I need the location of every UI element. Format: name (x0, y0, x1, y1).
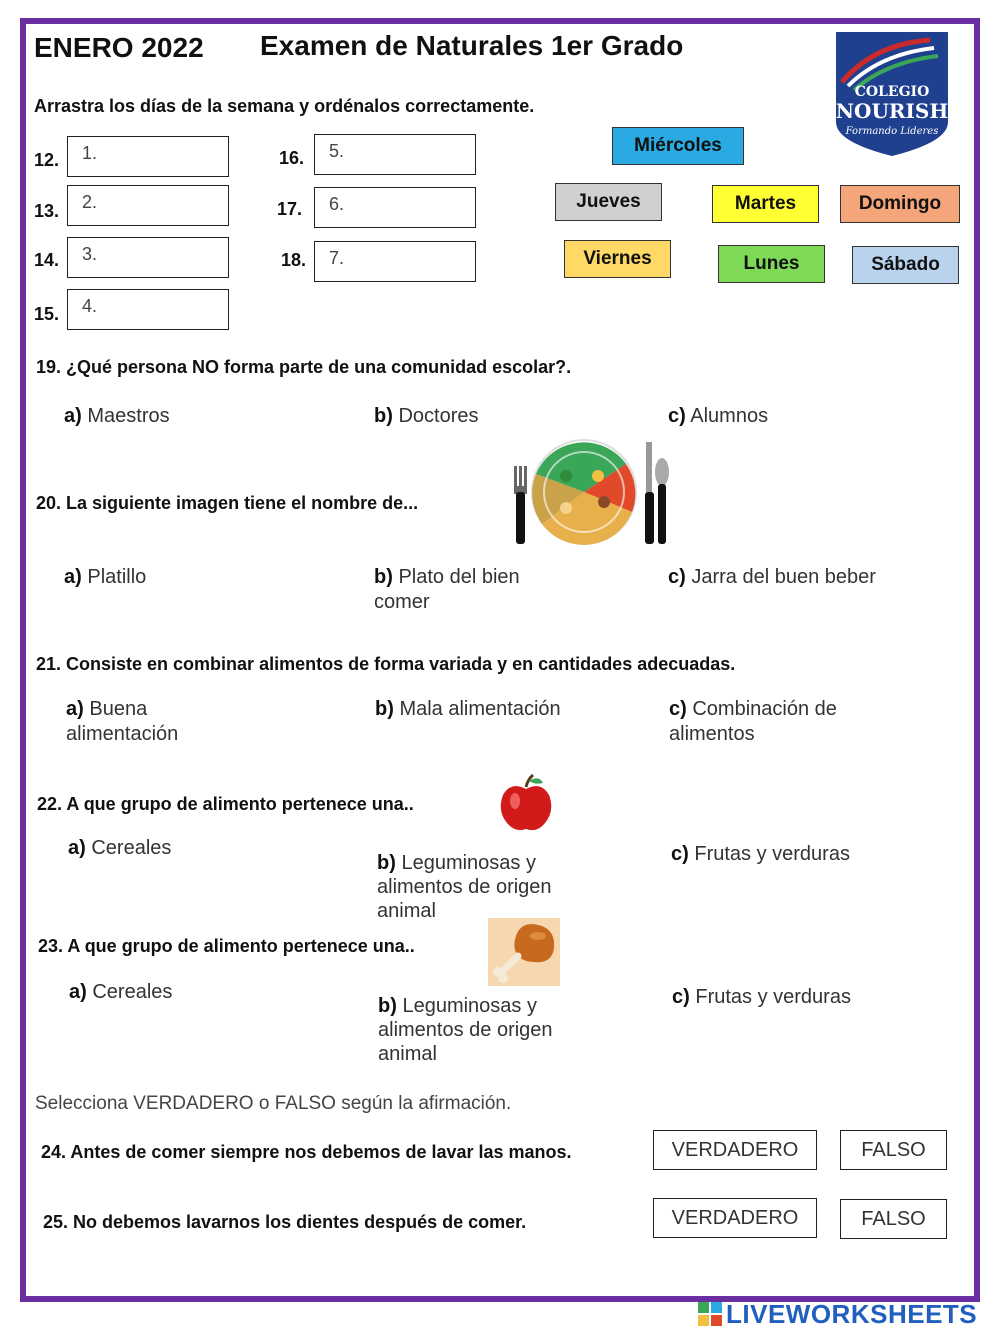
question-23: 23. A que grupo de alimento pertenece una.. (38, 936, 415, 956)
day-tile-viernes[interactable]: Viernes (564, 240, 671, 278)
option-b[interactable]: b) Doctores (374, 405, 479, 427)
liveworksheets-icon (698, 1302, 722, 1326)
false-button[interactable]: FALSO (840, 1130, 947, 1170)
day-drop-slot[interactable]: 6. (314, 187, 476, 228)
plato-bien-comer-image (506, 432, 672, 552)
false-button[interactable]: FALSO (840, 1199, 947, 1239)
day-drop-slot[interactable]: 5. (314, 134, 476, 175)
chicken-leg-image (488, 918, 560, 986)
option-a[interactable]: a) Cereales (69, 981, 173, 1003)
option-b[interactable]: b) Leguminosas y alimentos de origen animal (377, 852, 552, 922)
question-25: 25. No debemos lavarnos los dientes después de comer. (43, 1212, 527, 1232)
option-b[interactable]: b) Plato del bien comer (374, 566, 520, 613)
option-c[interactable]: c) Frutas y verduras (672, 986, 851, 1008)
option-a[interactable]: a) Maestros (64, 405, 170, 427)
logo-line2: NOURISH (835, 99, 949, 123)
logo-line3: Formando Lideres (845, 126, 939, 137)
option-c[interactable]: c) Alumnos (668, 405, 769, 427)
option-c[interactable]: c) Jarra del buen beber (668, 566, 876, 588)
day-tile-lunes[interactable]: Lunes (718, 245, 825, 283)
option-a[interactable]: a) Platillo (64, 566, 147, 588)
question-19: 19. ¿Qué persona NO forma parte de una comunidad escolar?. (36, 357, 572, 377)
day-tile-jueves[interactable]: Jueves (555, 183, 662, 221)
school-logo (834, 30, 950, 158)
day-tile-miercoles[interactable]: Miércoles (612, 127, 744, 165)
slot-number: 18. (281, 250, 307, 270)
day-drop-slot[interactable]: 7. (314, 241, 476, 282)
day-tile-martes[interactable]: Martes (712, 185, 819, 223)
question-21: 21. Consiste en combinar alimentos de forma variada y en cantidades adecuadas. (36, 654, 736, 674)
day-tile-domingo[interactable]: Domingo (840, 185, 960, 223)
slot-number: 15. (34, 304, 60, 324)
slot-number: 14. (34, 250, 60, 270)
option-c[interactable]: c) Combinación de alimentos (669, 698, 837, 745)
day-tile-sabado[interactable]: Sábado (852, 246, 959, 284)
option-a[interactable]: a) Buena alimentación (66, 698, 179, 745)
exam-date: ENERO 2022 (34, 32, 204, 63)
question-20: 20. La siguiente imagen tiene el nombre de... (36, 493, 419, 513)
option-b[interactable]: b) Leguminosas y alimentos de origen animal (378, 995, 553, 1065)
brand-text: LIVEWORKSHEETS (726, 1298, 978, 1329)
true-button[interactable]: VERDADERO (653, 1130, 817, 1170)
option-b[interactable]: b) Mala alimentación (375, 698, 561, 720)
day-drop-slot[interactable]: 1. (67, 136, 229, 177)
apple-image (497, 773, 555, 835)
slot-number: 12. (34, 150, 60, 170)
day-drop-slot[interactable]: 2. (67, 185, 229, 226)
day-drop-slot[interactable]: 3. (67, 237, 229, 278)
instructions-days: Arrastra los días de la semana y ordénalos correctamente. (34, 96, 535, 116)
question-22: 22. A que grupo de alimento pertenece una.. (37, 794, 414, 814)
logo-line1: COLEGIO (854, 84, 930, 100)
option-a[interactable]: a) Cereales (68, 837, 172, 859)
slot-number: 17. (277, 199, 303, 219)
tf-instruction: Selecciona VERDADERO o FALSO según la afirmación. (35, 1093, 512, 1114)
liveworksheets-logo (698, 1300, 977, 1328)
page-title: Examen de Naturales 1er Grado (260, 30, 684, 61)
question-24: 24. Antes de comer siempre nos debemos de lavar las manos. (41, 1142, 572, 1162)
true-button[interactable]: VERDADERO (653, 1198, 817, 1238)
slot-number: 13. (34, 201, 60, 221)
day-drop-slot[interactable]: 4. (67, 289, 229, 330)
slot-number: 16. (279, 148, 305, 168)
option-c[interactable]: c) Frutas y verduras (671, 843, 850, 865)
